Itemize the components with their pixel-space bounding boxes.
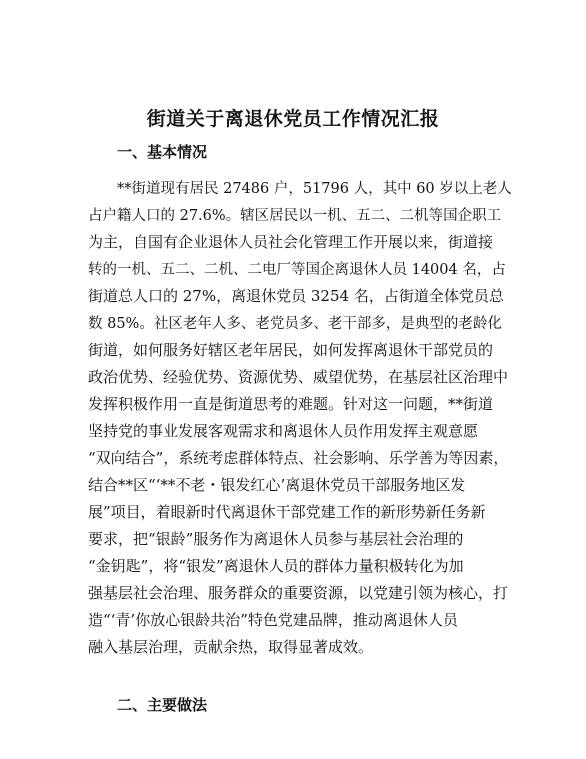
paragraph-line: “金钥匙”，将“银发”离退休人员的群体力量积极转化为加 <box>88 557 464 575</box>
section-heading-basic-situation: 一、基本情况 <box>117 143 208 161</box>
paragraph-line: **街道现有居民 27486 户，51796 人，其中 60 岁以上老人 <box>117 181 512 197</box>
paragraph-line: 街道，如何服务好辖区老年居民，如何发挥离退休干部党员的 <box>88 341 494 359</box>
paragraph-line: 街道总人口的 27%，离退休党员 3254 名，占街道全体党员总 <box>88 287 504 305</box>
paragraph-line: 要求，把“银龄”服务作为离退休人员参与基层社会治理的 <box>88 530 464 548</box>
paragraph-line: 占户籍人口的 27.6%。辖区居民以一机、五二、二机等国企职工 <box>88 208 502 224</box>
paragraph-line: 转的一机、五二、二机、二电厂等国企离退休人员 14004 名，占 <box>88 262 506 278</box>
paragraph-line: 数 85%。社区老年人多、老党员多、老干部多，是典型的老龄化 <box>88 316 502 332</box>
paragraph-line: 结合**区“‘**不老・银发红心’离退休党员干部服务地区发 <box>88 476 466 494</box>
paragraph-line: “双向结合”，系统考虑群体特点、社会影响、乐学善为等因素， <box>88 449 509 467</box>
paragraph-line: 政治优势、经验优势、资源优势、威望优势，在基层社区治理中 <box>88 368 509 386</box>
paragraph-line: 发挥积极作用一直是街道思考的难题。针对这一问题，**街道 <box>88 395 494 413</box>
section-heading-main-practices: 二、主要做法 <box>117 696 208 714</box>
paragraph-line: 造“‘青’你放心银龄共治”特色党建品牌，推动离退休人员 <box>88 611 458 629</box>
paragraph-line: 为主，自国有企业退休人员社会化管理工作开展以来，街道接 <box>88 233 494 251</box>
paragraph-line: 强基层社会治理、服务群众的重要资源，以党建引领为核心，打 <box>88 584 509 602</box>
paragraph-line: 坚持党的事业发展客观需求和离退休人员作用发挥主观意愿 <box>88 422 479 440</box>
document-title: 街道关于离退休党员工作情况汇报 <box>146 108 440 130</box>
paragraph-line: 展”项目，着眼新时代离退休干部党建工作的新形势新任务新 <box>88 503 486 521</box>
paragraph-line: 融入基层治理，贡献余热，取得显著成效。 <box>88 638 374 656</box>
